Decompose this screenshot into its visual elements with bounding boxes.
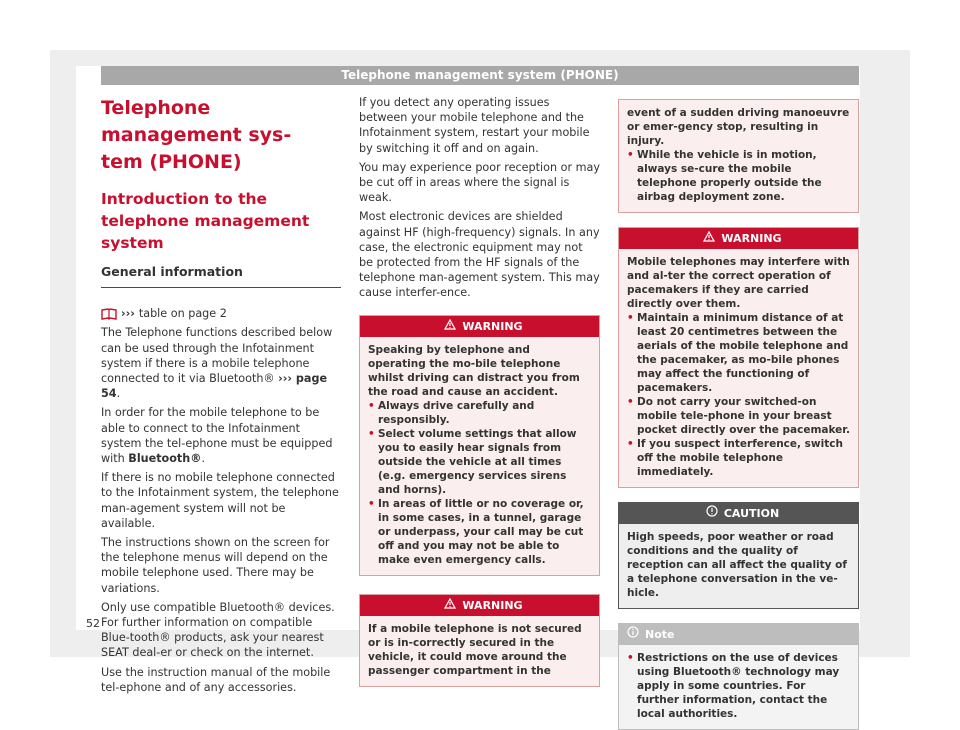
paragraph: If you detect any operating issues between your mobile telephone and the Infotainment system, restart your mobile by switching it off and on again. [359, 96, 590, 155]
warning-label: WARNING [721, 232, 782, 245]
warning-item: • Select volume settings that allow you to easily hear signals from outside the vehicle at all times (e.g. emergency services sirens and horns). [368, 427, 591, 497]
section-title: Introduction to the telephone management system [101, 190, 310, 252]
note-label: Note [645, 628, 675, 641]
warning-item: • Always drive carefully and responsibly. [368, 399, 591, 427]
warning-label: WARNING [462, 319, 523, 333]
caution-header [619, 503, 858, 524]
paragraph: The instructions shown on the screen for the telephone menus will depend on the mobile telephone used. There may be variations. [101, 536, 330, 595]
subsection-title: General information [101, 264, 341, 288]
info-icon [627, 624, 639, 645]
note-header [619, 624, 858, 645]
column-1 [101, 95, 341, 695]
warning-triangle-icon [444, 316, 456, 337]
caution-text: High speeds, poor weather or road conditions and the quality of reception can all affect the quality of a telephone conversation in the ve-hicle. [627, 531, 847, 599]
warning-header [360, 595, 599, 616]
paragraph: The Telephone functions described below can be used through the Infotainment system if there is a mobile telephone connected to it via Bluetooth® ››› page 54. [101, 326, 333, 401]
paragraph: Use the instruction manual of the mobile tel-ephone and of any accessories. [101, 665, 331, 694]
caution-box [618, 502, 859, 609]
column-2 [359, 95, 600, 687]
warning-triangle-icon [444, 595, 456, 616]
warning-box [359, 315, 600, 576]
table-reference[interactable] [101, 306, 341, 321]
page-number: 52 [86, 617, 100, 630]
warning-item: • If you suspect interference, switch off the mobile telephone immediately. [627, 437, 850, 479]
paragraph: Most electronic devices are shielded against HF (high-frequency) signals. In any case, the electronic equipment may not be protected from the HF signals of the telephone man-agement system. This may cause interfer-ence. [359, 210, 600, 300]
reference-text: table on page 2 [138, 307, 227, 321]
paragraph: In order for the mobile telephone to be able to connect to the Infotainment system the tel-ephone must be equipped with Bluetooth®. [101, 406, 333, 466]
link-arrow[interactable]: ››› [278, 372, 293, 386]
warning-item: • Maintain a minimum distance of at least 20 centimetres between the aerials of the mobile telephone and the pacemaker, as mo-bile phones may affect the functioning of pacemakers. [627, 311, 850, 395]
warning-item: • Do not carry your switched-on mobile tele-phone in your breast pocket directly over the pacemaker. [627, 395, 850, 437]
warning-box [618, 227, 859, 488]
page-link[interactable]: page 54 [101, 372, 328, 401]
caution-circle-icon [706, 503, 718, 524]
section-header: Telephone management system (PHONE) [101, 66, 859, 85]
warning-triangle-icon [703, 228, 715, 249]
warning-box [359, 594, 600, 687]
warning-label: WARNING [462, 598, 523, 612]
book-icon [101, 308, 117, 320]
caution-label: CAUTION [723, 507, 780, 520]
note-box [618, 623, 859, 730]
warning-intro: If a mobile telephone is not secured or is in-correctly secured in the vehicle, it could move around the passenger compartment in the [368, 622, 582, 677]
paragraph: Only use compatible Bluetooth® devices. For further information on compatible Blue-tooth® products, ask your nearest SEAT deal-er or check on the internet. [101, 600, 335, 660]
note-item: • Restrictions on the use of devices using Bluetooth® technology may apply in some countries. For further information, contact the local authorities. [627, 651, 850, 721]
warning-intro: Mobile telephones may interfere with and al-ter the correct operation of pacemakers if they are carried directly over them. [627, 256, 850, 310]
warning-intro: Speaking by telephone and operating the mo-bile telephone whilst driving can distract you from the road and cause an accident. [368, 343, 580, 398]
warning-header [360, 316, 599, 337]
warning-item: • In areas of little or no coverage or, in some cases, in a tunnel, garage or underpass, your call may be cut off and you may not be able to make even emergency calls. [368, 497, 591, 567]
paragraph: You may experience poor reception or may be cut off in areas where the signal is weak. [359, 160, 601, 205]
chapter-title: Telephone management sys- tem (PHONE) [101, 97, 292, 173]
warning-header [619, 228, 858, 249]
reference-arrow: ››› [121, 307, 135, 321]
column-3 [618, 99, 859, 730]
warning-intro: event of a sudden driving manoeuvre or emer-gency stop, resulting in injury. [627, 107, 850, 147]
paragraph: If there is no mobile telephone connected to the Infotainment system, the telephone man-agement system will not be available. [101, 471, 339, 530]
warning-continued-box [618, 99, 859, 213]
warning-item: • While the vehicle is in motion, always se-cure the mobile telephone properly outside the airbag deployment zone. [627, 148, 850, 204]
